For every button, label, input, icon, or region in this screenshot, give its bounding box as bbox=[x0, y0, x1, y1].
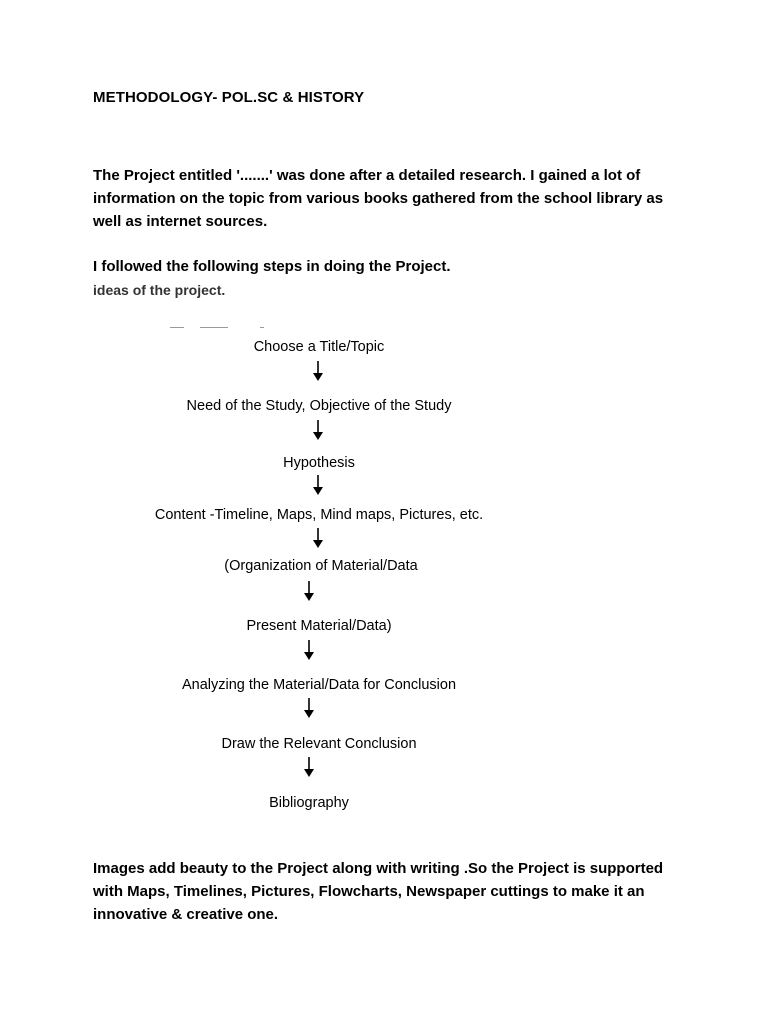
down-arrow-icon bbox=[312, 360, 324, 382]
cropped-text: ideas of the project. bbox=[93, 282, 226, 298]
intro-paragraph: The Project entitled '.......' was done after a detailed research. I gained a lot of information on the topic from various books gathered from the school library as well as internet sources. bbox=[93, 167, 664, 230]
down-arrow-icon bbox=[303, 580, 315, 602]
flow-step-need-objective: Need of the Study, Objective of the Study bbox=[186, 398, 452, 414]
flow-step-conclusion: Draw the Relevant Conclusion bbox=[221, 736, 417, 752]
flow-step-content: Content -Timeline, Maps, Mind maps, Pictures, etc. bbox=[154, 507, 484, 523]
scan-artifact bbox=[170, 327, 184, 328]
down-arrow-icon bbox=[303, 697, 315, 719]
down-arrow-icon bbox=[312, 419, 324, 441]
flow-step-analyzing: Analyzing the Material/Data for Conclusion bbox=[181, 677, 457, 693]
flow-step-title-topic: Choose a Title/Topic bbox=[253, 339, 385, 355]
down-arrow-icon bbox=[312, 527, 324, 549]
down-arrow-icon bbox=[312, 474, 324, 496]
flow-step-bibliography: Bibliography bbox=[269, 795, 349, 811]
flow-step-hypothesis: Hypothesis bbox=[283, 455, 355, 471]
document-heading: METHODOLOGY- POL.SC & HISTORY bbox=[93, 89, 365, 106]
flow-step-organization: (Organization of Material/Data bbox=[224, 558, 418, 574]
down-arrow-icon bbox=[303, 639, 315, 661]
down-arrow-icon bbox=[303, 756, 315, 778]
cropped-text-fragment bbox=[93, 282, 243, 300]
scan-artifact bbox=[200, 327, 228, 328]
steps-intro-paragraph: I followed the following steps in doing the Project. bbox=[93, 258, 451, 275]
scan-artifact bbox=[260, 327, 264, 328]
closing-paragraph: Images add beauty to the Project along with writing .So the Project is supported with Maps, Timelines, Pictures, Flowcharts, Newspaper cuttings to make it an innovative & creative one. bbox=[93, 860, 664, 923]
flow-step-present: Present Material/Data) bbox=[246, 618, 392, 634]
